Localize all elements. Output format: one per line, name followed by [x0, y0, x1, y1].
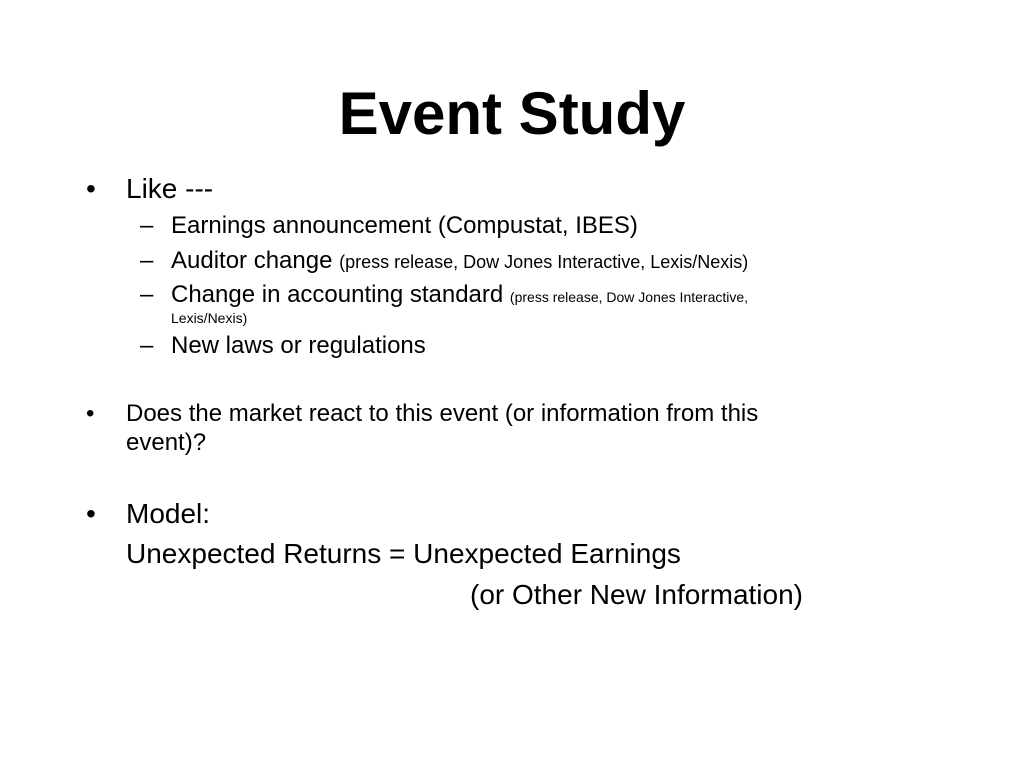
- sub-dash: –: [140, 247, 154, 274]
- sub-item-earnings-main: Earnings announcement (Compustat, IBES): [171, 212, 638, 239]
- bullet-marker: •: [86, 498, 96, 529]
- sub-item-laws: [171, 331, 426, 361]
- bullet-model-label: Model:: [126, 498, 211, 529]
- sub-item-auditor: [171, 246, 748, 277]
- bullet-market-react-line2: event)?: [126, 429, 207, 456]
- sub-item-accounting-source: (press release, Dow Jones Interactive,: [509, 289, 749, 305]
- sub-dash: –: [140, 281, 154, 308]
- sub-item-auditor-main: Auditor change: [171, 247, 333, 274]
- model-equation-line1: Unexpected Returns = Unexpected Earnings: [126, 538, 681, 569]
- sub-dash: –: [140, 332, 154, 359]
- sub-dash: –: [140, 212, 154, 239]
- bullet-market-react-line1: Does the market react to this event (or information from this: [126, 400, 759, 427]
- sub-item-earnings: [171, 211, 638, 241]
- sub-item-laws-main: New laws or regulations: [171, 332, 426, 359]
- bullet-marker: •: [86, 400, 95, 427]
- sub-item-accounting: [171, 280, 748, 312]
- model-equation-line2: (or Other New Information): [470, 579, 803, 610]
- sub-item-accounting-source-cont: Lexis/Nexis): [171, 310, 248, 326]
- sub-item-auditor-source: (press release, Dow Jones Interactive, Lexis/Nexis): [339, 252, 749, 272]
- sub-item-accounting-main: Change in accounting standard: [171, 281, 504, 308]
- slide-title: Event Study: [338, 80, 686, 147]
- bullet-like-label: Like ---: [126, 173, 214, 204]
- bullet-marker: •: [86, 173, 96, 204]
